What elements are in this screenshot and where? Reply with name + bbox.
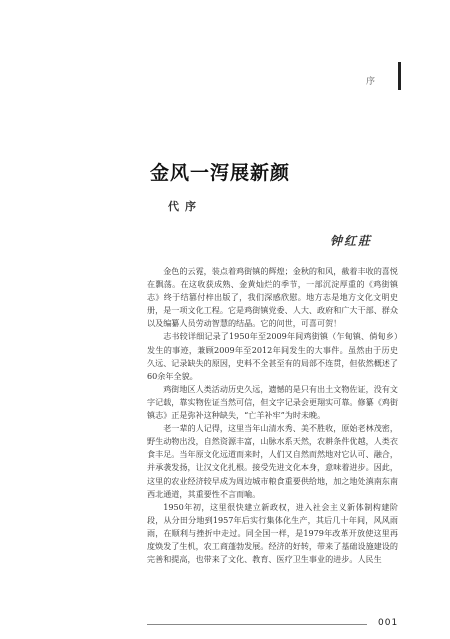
paragraph-1: 金色的云霓，装点着鸡街镇的辉煌；金秋的和风，截着丰收的喜悦在飘荡。在这收获成熟、金黄灿烂的季节，一部沉淀厚重的《鸡街镇志》终于结篡付梓出版了，我们深感欣慰。地方志是地方文化文明史册，是一项文化工程。它是鸡街镇党委、人大、政府和广大干部、群众以及编纂人员劳动智慧的结晶。它的问世，可喜可贺！ bbox=[147, 266, 398, 329]
body-text bbox=[147, 265, 398, 566]
paragraph-3: 鸡街地区人类活动历史久远，遗憾的是只有出土文物佐证，没有文字记载，靠实物佐证当然可信，但文字记录会更翔实可靠。修纂《鸡街镇志》正是弥补这种缺失，“亡羊补牢”为时未晚。 bbox=[147, 383, 398, 421]
paragraph-5: 1950年初，这里很快建立新政权，进入社会主义新体制构建阶段，从分田分地到1957年后实行集体化生产，其后几十年间，风风雨雨，在顺利与挫折中走过。同全国一样，是1979年改革开放使这里再度焕发了生机，农工商蓬勃发展。经济的好转，带来了基础设施建设的完善和提高，也带来了文化、教育、医疗卫生事业的进步。人民生 bbox=[147, 501, 398, 565]
author-signature: 钟红莊 bbox=[330, 234, 373, 248]
paragraph-2: 志书较详细记录了1950年至2009年间鸡街镇（乍甸镇、倘甸乡）发生的事迹，兼顾2009年至2012年间发生的大事件。虽然由于历史久远、记录缺失的原因，史料不全甚至有的局部不连贯，但依然概述了60余年全貌。 bbox=[147, 331, 398, 381]
paragraph-4: 老一辈的人记得，这里当年山清水秀、美不胜收，原始老林茂密，野生动物出没，自然资源丰富，山脉水系天然，农耕条件优越，人类衣食丰足。当年原文化远道而来时，人们又自然而然地对它认可、融合，并承袭发扬，让汉文化扎根。接受先进文化本身，意味着进步。因此，这里的农业经济较早成为周边城市粮食重要供给地，加之地处滇南东南西北通道，其重要性不言而喻。 bbox=[147, 423, 398, 499]
page-number: 001 bbox=[378, 618, 399, 628]
chapter-subtitle: 代序 bbox=[168, 200, 202, 213]
footer-rule bbox=[147, 624, 367, 625]
section-label: 序 bbox=[366, 77, 376, 87]
header-bar-decoration bbox=[398, 62, 401, 90]
chapter-title: 金风一泻展新颜 bbox=[150, 162, 291, 184]
